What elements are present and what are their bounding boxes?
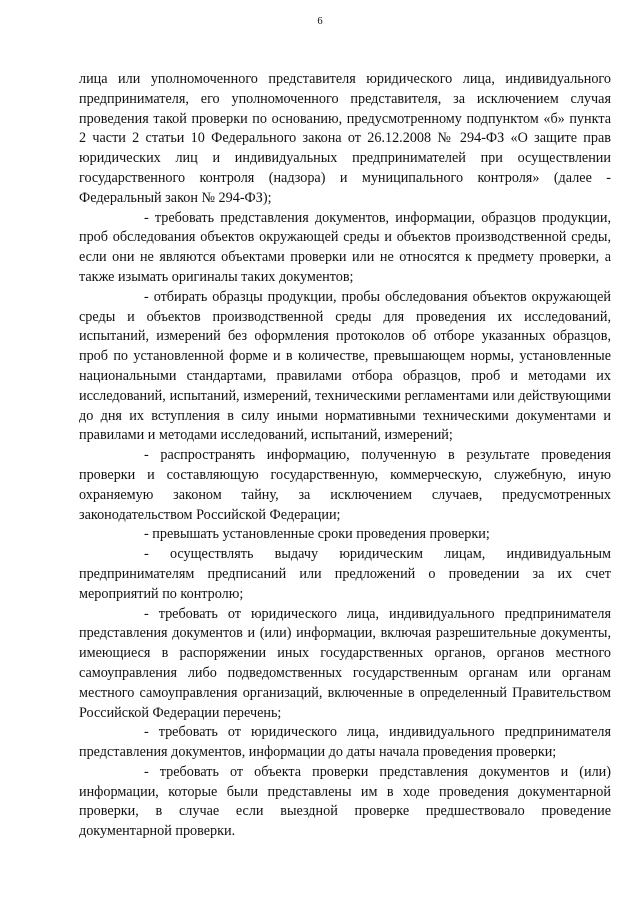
- list-item-require-documents: - требовать представления документов, информации, образцов продукции, проб обследования объектов окружающей среды и объектов производственной среды, если они не являются объектами проверки или не относятся к предмету проверки, а также изымать оригиналы таких документов;: [79, 209, 611, 285]
- list-item-repeat-documents: - требовать от объекта проверки представления документов и (или) информации, которые были представлены им в ходе проведения документарной проверки, в случае если выездной проверке предшествовало проведение документарной проверки.: [79, 763, 611, 840]
- page-number: 6: [317, 16, 323, 27]
- list-item-prescriptions: - осуществлять выдачу юридическим лицам, индивидуальным предпринимателям предписаний или предложений о проведении за их счет мероприятий по контролю;: [79, 546, 611, 602]
- list-item-before-start: - требовать от юридического лица, индивидуального предпринимателя представления документов, информации до даты начала проведения проверки;: [79, 724, 611, 761]
- paragraph-continuation: лица или уполномоченного представителя юридического лица, индивидуального предпринимателя, его уполномоченного представителя, за исключением случая проведения такой проверки по основанию, предусмотренному подпунктом «б» пункта 2 части 2 статьи 10 Федерального закона от 26.12.2008 № 294-ФЗ «О защите прав юридических лиц и индивидуальных предпринимателей при осуществлении государственного контроля (надзора) и муниципального контроля» (далее - Федеральный закон № 294-ФЗ);: [79, 71, 611, 206]
- document-body: [79, 70, 611, 842]
- list-item-sampling: - отбирать образцы продукции, пробы обследования объектов окружающей среды и объектов производственной среды для проведения их исследований, испытаний, измерений без оформления протоколов об отборе указанных образцов, проб по установленной форме и в количестве, превышающем нормы, установленные национальными стандартами, правилами отбора образцов, проб и методами их исследований, испытаний, измерений, техническими регламентами или действующими до дня их вступления в силу иными нормативными техническими документами и правилами и методами исследований, испытаний, измерений;: [79, 288, 611, 444]
- list-item-other-authorities: - требовать от юридического лица, индивидуального предпринимателя представления документов и (или) информации, включая разрешительные документы, имеющиеся в распоряжении иных государственных органов, органов местного самоуправления либо подведомственных государственным органам или органам местного самоуправления организаций, включенные в определенный Правительством Российской Федерации перечень;: [79, 605, 611, 721]
- list-item-disclosure: - распространять информацию, полученную в результате проведения проверки и составляющую государственную, коммерческую, служебную, иную охраняемую законом тайну, за исключением случаев, предусмотренных законодательством Российской Федерации;: [79, 447, 611, 523]
- list-item-deadlines: - превышать установленные сроки проведения проверки;: [144, 526, 490, 543]
